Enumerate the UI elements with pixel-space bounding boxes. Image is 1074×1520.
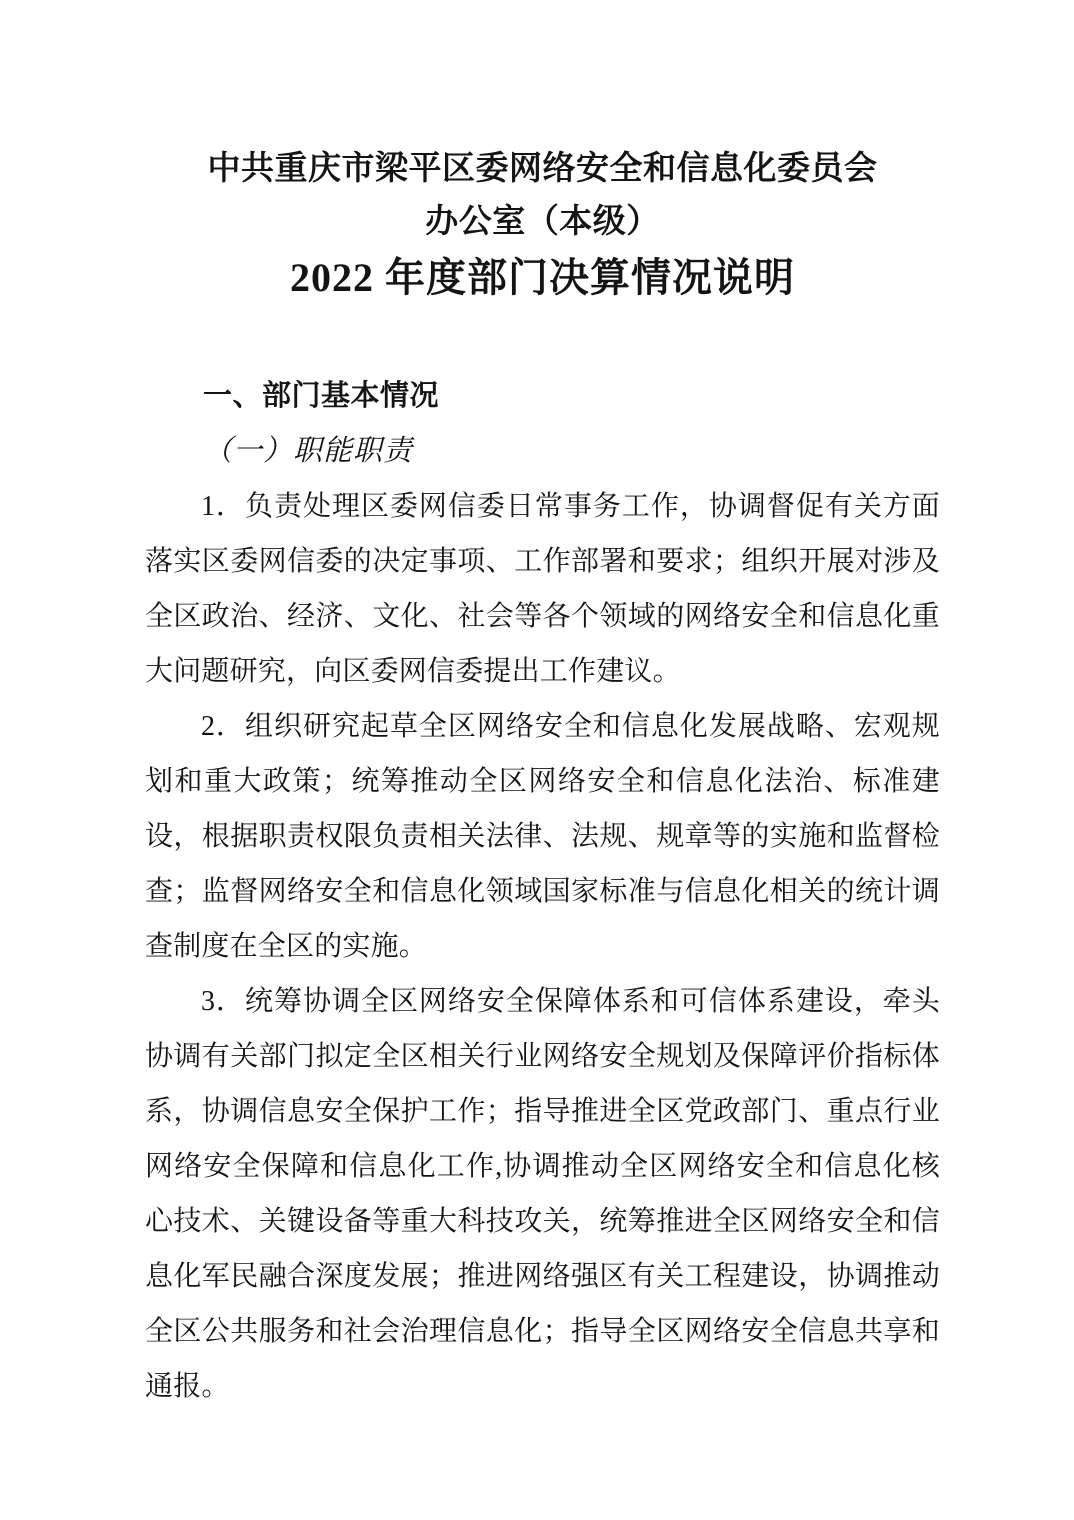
paragraph-duty-2: 2．组织研究起草全区网络安全和信息化发展战略、宏观规划和重大政策；统筹推动全区网络安全和信息化法治、标准建设，根据职责权限负责相关法律、法规、规章等的实施和监督检查；监督网络安全和信息化领域国家标准与信息化相关的统计调查制度在全区的实施。 (145, 711, 940, 962)
title-line-3: 2022 年度部门决算情况说明 (290, 255, 795, 300)
title-line-1: 中共重庆市梁平区委网络安全和信息化委员会 (207, 151, 878, 187)
paragraph-duty-1: 1．负责处理区委网信委日常事务工作，协调督促有关方面落实区委网信委的决定事项、工作部署和要求；组织开展对涉及全区政治、经济、文化、社会等各个领域的网络安全和信息化重大问题研究，向区委网信委提出工作建议。 (145, 491, 940, 687)
section-heading-basic-info: 一、部门基本情况 (203, 380, 440, 412)
paragraph-duty-3: 3．统筹协调全区网络安全保障体系和可信体系建设，牵头协调有关部门拟定全区相关行业网络安全规划及保障评价指标体系，协调信息安全保护工作；指导推进全区党政部门、重点行业网络安全保障和信息化工作,协调推动全区网络安全和信息化核心技术、关键设备等重大科技攻关，统筹推进全区网络安全和信息化军民融合深度发展；推进网络强区有关工程建设，协调推动全区公共服务和社会治理信息化；指导全区网络安全信息共享和通报。 (145, 986, 940, 1402)
title-line-2: 办公室（本级） (425, 204, 660, 240)
subsection-heading-duties: （一）职能职责 (203, 435, 414, 467)
document-title (145, 143, 940, 307)
